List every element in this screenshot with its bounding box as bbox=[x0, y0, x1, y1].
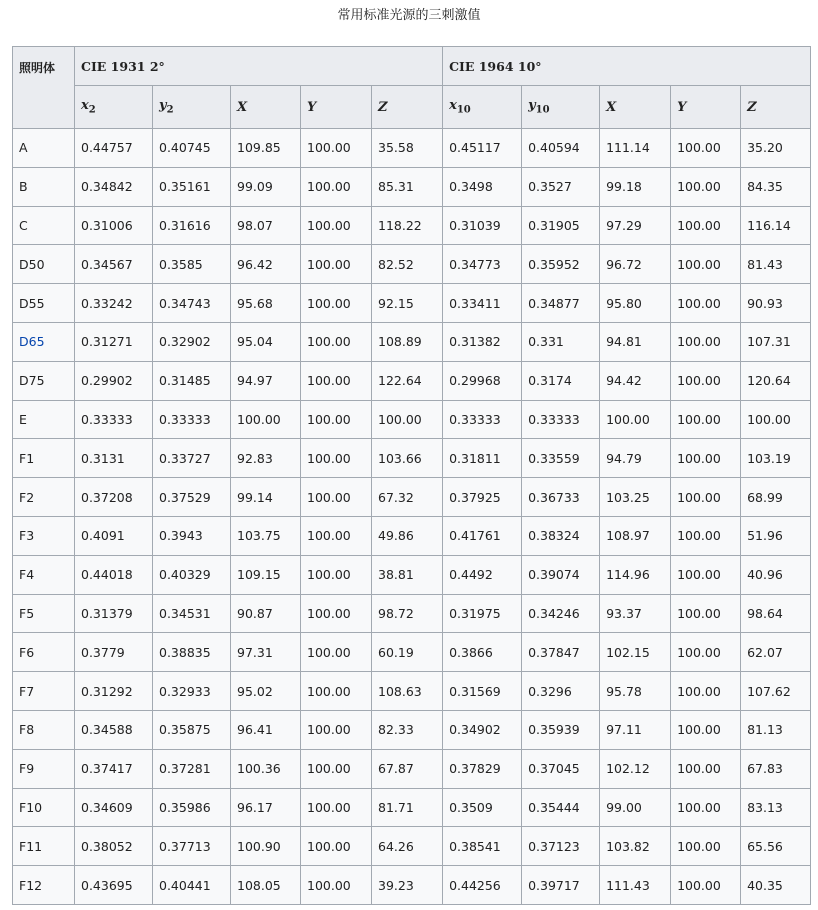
table-cell: 0.33727 bbox=[153, 439, 231, 478]
table-cell: 99.09 bbox=[231, 167, 301, 206]
table-cell: 100.00 bbox=[671, 284, 741, 323]
table-cell: 40.35 bbox=[741, 866, 811, 905]
table-cell: 0.3585 bbox=[153, 245, 231, 284]
table-cell: 0.34567 bbox=[75, 245, 153, 284]
table-cell: 100.00 bbox=[671, 245, 741, 284]
table-cell: 116.14 bbox=[741, 206, 811, 245]
table-cell: 96.72 bbox=[600, 245, 671, 284]
table-cell: 0.331 bbox=[522, 322, 600, 361]
table-cell: 100.00 bbox=[600, 400, 671, 439]
table-row bbox=[13, 284, 811, 323]
table-cell: 39.23 bbox=[372, 866, 443, 905]
column-header-cie1964-x-X bbox=[600, 86, 671, 129]
table-cell: 0.37847 bbox=[522, 633, 600, 672]
table-cell: 0.37417 bbox=[75, 749, 153, 788]
table-cell: 107.31 bbox=[741, 322, 811, 361]
table-cell: 100.00 bbox=[301, 400, 372, 439]
table-cell: 93.37 bbox=[600, 594, 671, 633]
table-cell: 0.40441 bbox=[153, 866, 231, 905]
table-cell: 94.79 bbox=[600, 439, 671, 478]
table-row bbox=[13, 672, 811, 711]
table-cell: 0.3527 bbox=[522, 167, 600, 206]
table-cell: 0.31382 bbox=[443, 322, 522, 361]
table-row bbox=[13, 633, 811, 672]
table-cell: 108.97 bbox=[600, 516, 671, 555]
table-cell: 100.00 bbox=[301, 516, 372, 555]
table-cell: 0.3943 bbox=[153, 516, 231, 555]
table-cell: 0.31569 bbox=[443, 672, 522, 711]
table-cell: 64.26 bbox=[372, 827, 443, 866]
illuminant-header: 照明体 bbox=[13, 47, 75, 129]
table-cell: 0.37208 bbox=[75, 478, 153, 517]
table-cell: 0.37829 bbox=[443, 749, 522, 788]
table-row bbox=[13, 866, 811, 905]
table-cell: 0.34743 bbox=[153, 284, 231, 323]
column-symbol: X bbox=[237, 99, 248, 115]
table-cell: 100.00 bbox=[671, 322, 741, 361]
table-cell: 100.00 bbox=[671, 594, 741, 633]
tristimulus-table bbox=[12, 46, 811, 905]
table-cell: 0.31292 bbox=[75, 672, 153, 711]
table-cell: 100.90 bbox=[231, 827, 301, 866]
illuminant-name: F3 bbox=[13, 516, 75, 555]
table-cell: 0.41761 bbox=[443, 516, 522, 555]
table-row bbox=[13, 555, 811, 594]
table-row bbox=[13, 710, 811, 749]
table-cell: 118.22 bbox=[372, 206, 443, 245]
table-row bbox=[13, 827, 811, 866]
table-cell: 0.31379 bbox=[75, 594, 153, 633]
table-cell: 95.04 bbox=[231, 322, 301, 361]
table-cell: 103.82 bbox=[600, 827, 671, 866]
column-header-cie1964-z-Z bbox=[741, 86, 811, 129]
table-row bbox=[13, 516, 811, 555]
table-cell: 100.00 bbox=[741, 400, 811, 439]
table-cell: 0.4091 bbox=[75, 516, 153, 555]
table-cell: 94.42 bbox=[600, 361, 671, 400]
column-symbol: y bbox=[159, 98, 167, 114]
table-cell: 100.00 bbox=[671, 516, 741, 555]
table-cell: 100.00 bbox=[231, 400, 301, 439]
table-cell: 0.38835 bbox=[153, 633, 231, 672]
table-row bbox=[13, 788, 811, 827]
illuminant-name: A bbox=[13, 129, 75, 168]
table-cell: 68.99 bbox=[741, 478, 811, 517]
table-cell: 99.18 bbox=[600, 167, 671, 206]
table-cell: 100.00 bbox=[301, 206, 372, 245]
table-cell: 100.00 bbox=[671, 710, 741, 749]
table-cell: 0.39717 bbox=[522, 866, 600, 905]
table-cell: 0.31975 bbox=[443, 594, 522, 633]
table-cell: 97.11 bbox=[600, 710, 671, 749]
table-cell: 0.35444 bbox=[522, 788, 600, 827]
table-cell: 100.00 bbox=[671, 478, 741, 517]
table-cell: 0.43695 bbox=[75, 866, 153, 905]
table-cell: 49.86 bbox=[372, 516, 443, 555]
table-row bbox=[13, 594, 811, 633]
column-symbol: Y bbox=[307, 99, 317, 115]
table-cell: 107.62 bbox=[741, 672, 811, 711]
table-cell: 100.00 bbox=[671, 129, 741, 168]
table-cell: 81.71 bbox=[372, 788, 443, 827]
table-row bbox=[13, 129, 811, 168]
table-cell: 96.17 bbox=[231, 788, 301, 827]
table-cell: 92.15 bbox=[372, 284, 443, 323]
table-row bbox=[13, 400, 811, 439]
table-cell: 99.00 bbox=[600, 788, 671, 827]
group-header-cie1931: CIE 1931 2° bbox=[75, 47, 443, 86]
table-cell: 114.96 bbox=[600, 555, 671, 594]
table-cell: 35.58 bbox=[372, 129, 443, 168]
table-cell: 95.68 bbox=[231, 284, 301, 323]
column-header-cie1931-z-Z bbox=[372, 86, 443, 129]
table-cell: 0.31905 bbox=[522, 206, 600, 245]
table-cell: 0.31485 bbox=[153, 361, 231, 400]
table-cell: 0.34902 bbox=[443, 710, 522, 749]
table-cell: 111.14 bbox=[600, 129, 671, 168]
table-cell: 100.00 bbox=[671, 400, 741, 439]
table-cell: 100.00 bbox=[372, 400, 443, 439]
table-cell: 0.37045 bbox=[522, 749, 600, 788]
table-cell: 100.00 bbox=[301, 284, 372, 323]
illuminant-name: F1 bbox=[13, 439, 75, 478]
table-cell: 102.15 bbox=[600, 633, 671, 672]
table-cell: 0.34531 bbox=[153, 594, 231, 633]
table-cell: 92.83 bbox=[231, 439, 301, 478]
table-row bbox=[13, 206, 811, 245]
table-cell: 0.33333 bbox=[75, 400, 153, 439]
table-cell: 100.00 bbox=[301, 827, 372, 866]
table-cell: 0.34588 bbox=[75, 710, 153, 749]
table-cell: 0.3498 bbox=[443, 167, 522, 206]
table-cell: 38.81 bbox=[372, 555, 443, 594]
table-cell: 85.31 bbox=[372, 167, 443, 206]
table-cell: 100.00 bbox=[301, 788, 372, 827]
table-cell: 0.34773 bbox=[443, 245, 522, 284]
table-cell: 100.00 bbox=[301, 439, 372, 478]
table-cell: 108.63 bbox=[372, 672, 443, 711]
table-cell: 0.3174 bbox=[522, 361, 600, 400]
table-cell: 100.00 bbox=[301, 866, 372, 905]
table-cell: 100.00 bbox=[301, 322, 372, 361]
table-cell: 60.19 bbox=[372, 633, 443, 672]
table-row bbox=[13, 478, 811, 517]
table-cell: 62.07 bbox=[741, 633, 811, 672]
group-header-cie1964: CIE 1964 10° bbox=[443, 47, 811, 86]
table-cell: 100.00 bbox=[301, 361, 372, 400]
table-cell: 95.02 bbox=[231, 672, 301, 711]
table-cell: 0.4492 bbox=[443, 555, 522, 594]
table-cell: 0.37123 bbox=[522, 827, 600, 866]
illuminant-name: F8 bbox=[13, 710, 75, 749]
table-cell: 67.87 bbox=[372, 749, 443, 788]
table-cell: 94.97 bbox=[231, 361, 301, 400]
table-cell: 0.34877 bbox=[522, 284, 600, 323]
table-cell: 0.3509 bbox=[443, 788, 522, 827]
table-cell: 0.35161 bbox=[153, 167, 231, 206]
table-cell: 82.52 bbox=[372, 245, 443, 284]
table-cell: 97.29 bbox=[600, 206, 671, 245]
table-cell: 0.3131 bbox=[75, 439, 153, 478]
table-cell: 0.33411 bbox=[443, 284, 522, 323]
table-cell: 0.32902 bbox=[153, 322, 231, 361]
table-cell: 0.31616 bbox=[153, 206, 231, 245]
column-symbol: x bbox=[81, 98, 89, 114]
illuminant-name: D50 bbox=[13, 245, 75, 284]
table-cell: 100.00 bbox=[671, 633, 741, 672]
table-cell: 98.72 bbox=[372, 594, 443, 633]
column-subscript: 2 bbox=[166, 104, 174, 116]
table-cell: 109.85 bbox=[231, 129, 301, 168]
table-cell: 0.45117 bbox=[443, 129, 522, 168]
table-cell: 102.12 bbox=[600, 749, 671, 788]
column-header-cie1931-y2 bbox=[153, 86, 231, 129]
table-cell: 0.35939 bbox=[522, 710, 600, 749]
table-cell: 96.42 bbox=[231, 245, 301, 284]
table-cell: 100.00 bbox=[671, 167, 741, 206]
table-cell: 100.00 bbox=[301, 478, 372, 517]
table-cell: 0.31006 bbox=[75, 206, 153, 245]
table-cell: 84.35 bbox=[741, 167, 811, 206]
table-cell: 100.00 bbox=[671, 788, 741, 827]
illuminant-name: F7 bbox=[13, 672, 75, 711]
table-cell: 81.43 bbox=[741, 245, 811, 284]
table-cell: 83.13 bbox=[741, 788, 811, 827]
table-cell: 100.00 bbox=[671, 672, 741, 711]
table-cell: 109.15 bbox=[231, 555, 301, 594]
column-symbol: Y bbox=[677, 99, 687, 115]
table-cell: 0.38052 bbox=[75, 827, 153, 866]
table-cell: 35.20 bbox=[741, 129, 811, 168]
illuminant-name: F4 bbox=[13, 555, 75, 594]
table-cell: 67.32 bbox=[372, 478, 443, 517]
table-cell: 0.37281 bbox=[153, 749, 231, 788]
table-cell: 0.35952 bbox=[522, 245, 600, 284]
table-cell: 100.00 bbox=[301, 245, 372, 284]
illuminant-name: F11 bbox=[13, 827, 75, 866]
table-cell: 65.56 bbox=[741, 827, 811, 866]
table-cell: 0.3866 bbox=[443, 633, 522, 672]
table-cell: 98.07 bbox=[231, 206, 301, 245]
illuminant-name: B bbox=[13, 167, 75, 206]
table-cell: 0.38541 bbox=[443, 827, 522, 866]
column-header-cie1931-x2 bbox=[75, 86, 153, 129]
table-cell: 0.37529 bbox=[153, 478, 231, 517]
column-symbol: X bbox=[606, 99, 617, 115]
illuminant-name: F12 bbox=[13, 866, 75, 905]
table-cell: 122.64 bbox=[372, 361, 443, 400]
table-cell: 108.05 bbox=[231, 866, 301, 905]
table-cell: 82.33 bbox=[372, 710, 443, 749]
table-cell: 100.00 bbox=[671, 361, 741, 400]
column-header-cie1964-y-Y bbox=[671, 86, 741, 129]
column-header-cie1931-y-Y bbox=[301, 86, 372, 129]
table-cell: 103.66 bbox=[372, 439, 443, 478]
table-row bbox=[13, 167, 811, 206]
table-cell: 0.31271 bbox=[75, 322, 153, 361]
column-subscript: 2 bbox=[88, 104, 96, 116]
table-cell: 0.44256 bbox=[443, 866, 522, 905]
table-cell: 100.00 bbox=[301, 129, 372, 168]
table-cell: 100.00 bbox=[671, 206, 741, 245]
table-cell: 100.36 bbox=[231, 749, 301, 788]
table-cell: 0.44018 bbox=[75, 555, 153, 594]
table-cell: 100.00 bbox=[671, 827, 741, 866]
table-cell: 0.34842 bbox=[75, 167, 153, 206]
column-symbol: x bbox=[449, 98, 457, 114]
table-cell: 0.34246 bbox=[522, 594, 600, 633]
column-subscript: 10 bbox=[456, 104, 471, 116]
illuminant-name: F2 bbox=[13, 478, 75, 517]
illuminant-link[interactable]: D65 bbox=[13, 322, 75, 361]
table-cell: 95.78 bbox=[600, 672, 671, 711]
table-cell: 103.75 bbox=[231, 516, 301, 555]
table-row bbox=[13, 439, 811, 478]
table-cell: 0.3296 bbox=[522, 672, 600, 711]
table-cell: 67.83 bbox=[741, 749, 811, 788]
table-cell: 100.00 bbox=[671, 749, 741, 788]
column-header-cie1931-x-X bbox=[231, 86, 301, 129]
table-cell: 0.33242 bbox=[75, 284, 153, 323]
table-cell: 100.00 bbox=[301, 749, 372, 788]
table-cell: 100.00 bbox=[301, 633, 372, 672]
table-cell: 0.40594 bbox=[522, 129, 600, 168]
table-cell: 0.35986 bbox=[153, 788, 231, 827]
table-cell: 120.64 bbox=[741, 361, 811, 400]
table-cell: 100.00 bbox=[301, 555, 372, 594]
illuminant-name: E bbox=[13, 400, 75, 439]
table-cell: 90.87 bbox=[231, 594, 301, 633]
table-cell: 0.3779 bbox=[75, 633, 153, 672]
illuminant-name: C bbox=[13, 206, 75, 245]
table-cell: 0.44757 bbox=[75, 129, 153, 168]
table-cell: 0.33559 bbox=[522, 439, 600, 478]
table-cell: 98.64 bbox=[741, 594, 811, 633]
table-cell: 100.00 bbox=[671, 555, 741, 594]
table-cell: 0.31039 bbox=[443, 206, 522, 245]
table-cell: 0.34609 bbox=[75, 788, 153, 827]
table-cell: 0.33333 bbox=[153, 400, 231, 439]
table-cell: 0.29902 bbox=[75, 361, 153, 400]
table-caption: 常用标准光源的三刺激值 bbox=[337, 8, 481, 23]
table-cell: 51.96 bbox=[741, 516, 811, 555]
column-symbol: Z bbox=[378, 99, 388, 115]
table-row bbox=[13, 245, 811, 284]
table-cell: 96.41 bbox=[231, 710, 301, 749]
illuminant-name: F9 bbox=[13, 749, 75, 788]
table-cell: 0.33333 bbox=[522, 400, 600, 439]
table-cell: 97.31 bbox=[231, 633, 301, 672]
table-cell: 0.36733 bbox=[522, 478, 600, 517]
table-cell: 0.37925 bbox=[443, 478, 522, 517]
table-cell: 103.25 bbox=[600, 478, 671, 517]
table-cell: 111.43 bbox=[600, 866, 671, 905]
column-header-cie1964-x10 bbox=[443, 86, 522, 129]
illuminant-name: D55 bbox=[13, 284, 75, 323]
table-row bbox=[13, 749, 811, 788]
illuminant-name: F6 bbox=[13, 633, 75, 672]
table-cell: 100.00 bbox=[301, 710, 372, 749]
table-header bbox=[13, 47, 811, 129]
table-cell: 0.32933 bbox=[153, 672, 231, 711]
table-row bbox=[13, 361, 811, 400]
table-cell: 94.81 bbox=[600, 322, 671, 361]
table-cell: 90.93 bbox=[741, 284, 811, 323]
table-cell: 0.40329 bbox=[153, 555, 231, 594]
table-cell: 108.89 bbox=[372, 322, 443, 361]
table-cell: 100.00 bbox=[301, 594, 372, 633]
table-cell: 0.40745 bbox=[153, 129, 231, 168]
table-cell: 40.96 bbox=[741, 555, 811, 594]
table-cell: 0.31811 bbox=[443, 439, 522, 478]
table-cell: 99.14 bbox=[231, 478, 301, 517]
table-cell: 95.80 bbox=[600, 284, 671, 323]
table-cell: 100.00 bbox=[301, 672, 372, 711]
table-cell: 0.29968 bbox=[443, 361, 522, 400]
table-cell: 0.38324 bbox=[522, 516, 600, 555]
table-cell: 100.00 bbox=[671, 439, 741, 478]
column-subscript: 10 bbox=[535, 104, 550, 116]
table-cell: 81.13 bbox=[741, 710, 811, 749]
header-row-groups bbox=[13, 47, 811, 86]
header-row-columns bbox=[13, 86, 811, 129]
table-cell: 100.00 bbox=[671, 866, 741, 905]
table-cell: 0.35875 bbox=[153, 710, 231, 749]
illuminant-name: D75 bbox=[13, 361, 75, 400]
table-body bbox=[13, 129, 811, 905]
illuminant-name: F5 bbox=[13, 594, 75, 633]
table-cell: 103.19 bbox=[741, 439, 811, 478]
table-cell: 0.37713 bbox=[153, 827, 231, 866]
table-row bbox=[13, 322, 811, 361]
column-symbol: y bbox=[528, 98, 536, 114]
table-cell: 100.00 bbox=[301, 167, 372, 206]
table-cell: 0.39074 bbox=[522, 555, 600, 594]
column-header-cie1964-y10 bbox=[522, 86, 600, 129]
column-symbol: Z bbox=[747, 99, 757, 115]
illuminant-name: F10 bbox=[13, 788, 75, 827]
table-cell: 0.33333 bbox=[443, 400, 522, 439]
